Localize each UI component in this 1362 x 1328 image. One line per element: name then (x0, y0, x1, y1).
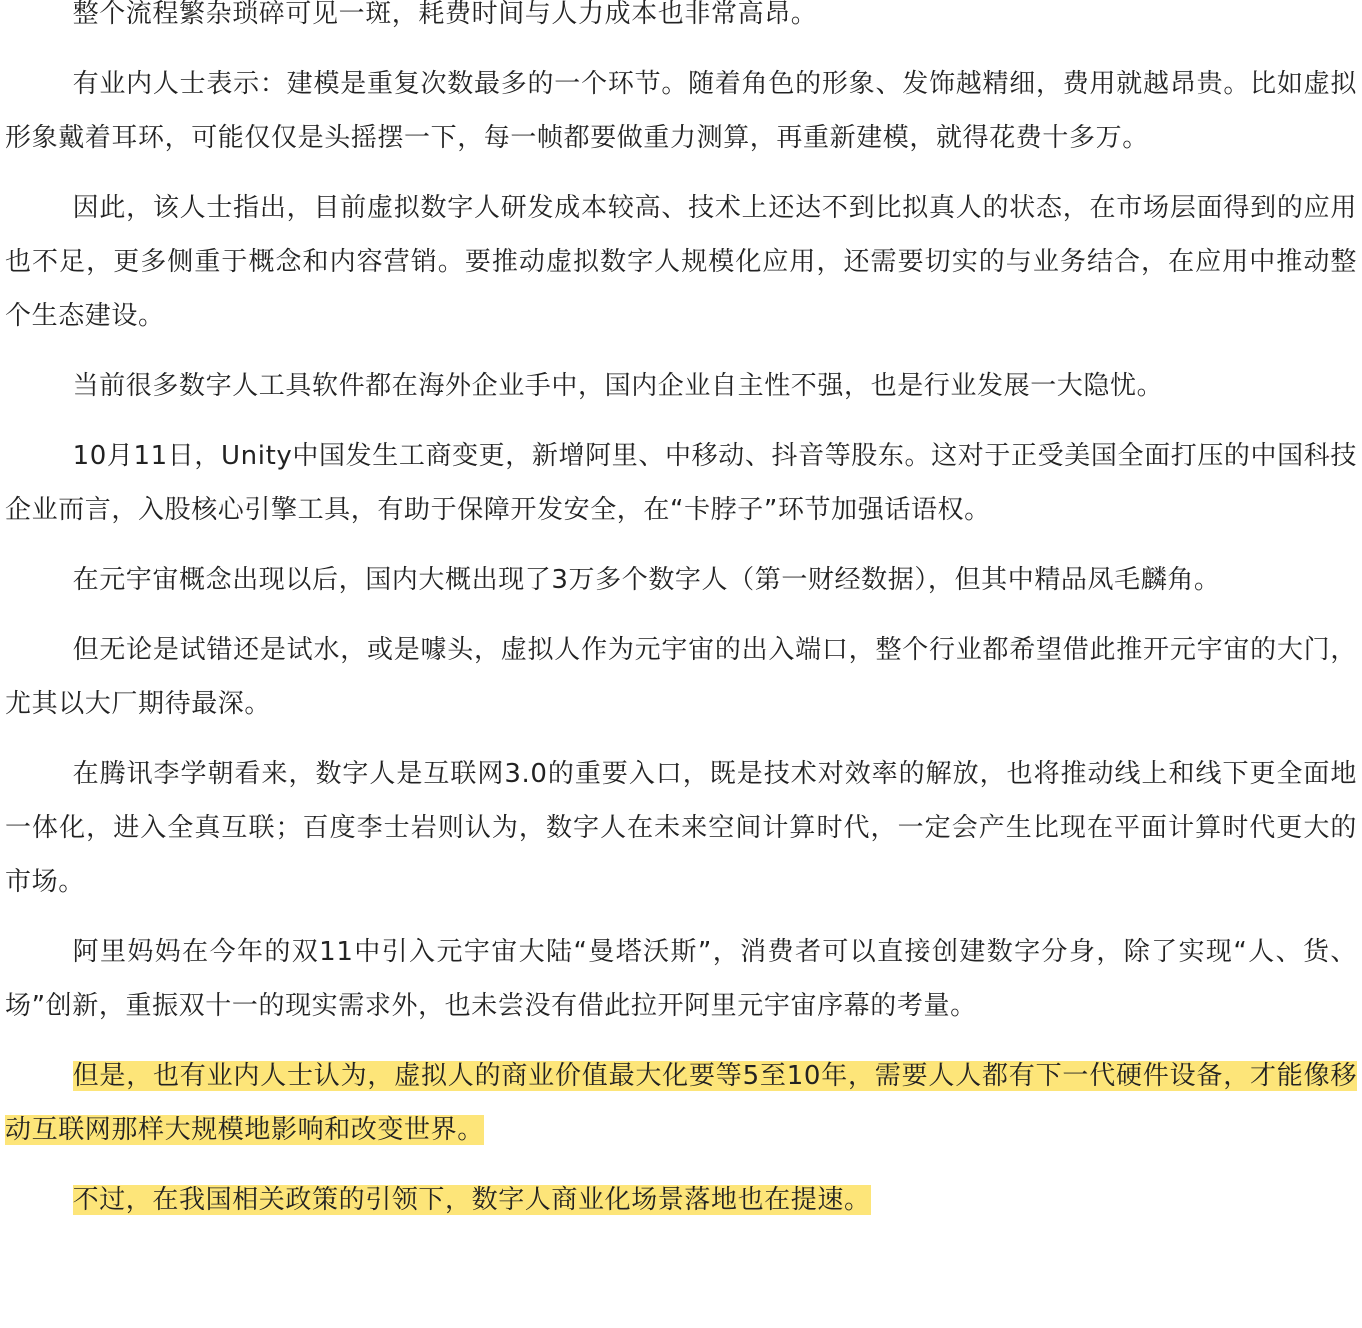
paragraph-text: 阿里妈妈在今年的双11中引入元宇宙大陆“曼塔沃斯”，消费者可以直接创建数字分身，除了实现“人、货、场”创新，重振双十一的现实需求外，也未尝没有借此拉开阿里元宇宙序幕的考量。 (5, 937, 1357, 1021)
paragraph-text: 当前很多数字人工具软件都在海外企业手中，国内企业自主性不强，也是行业发展一大隐忧。 (72, 371, 1164, 401)
article-body (5, 0, 1357, 1243)
paragraph-text: 在腾讯李学朝看来，数字人是互联网3.0的重要入口，既是技术对效率的解放，也将推动线上和线下更全面地一体化，进入全真互联；百度李士岩则认为，数字人在未来空间计算时代，一定会产生比现在平面计算时代更大的市场。 (5, 759, 1357, 897)
paragraph-3 (5, 181, 1357, 343)
paragraph-8 (5, 747, 1357, 909)
paragraph-10-highlighted (5, 1049, 1357, 1157)
paragraph-text: 有业内人士表示：建模是重复次数最多的一个环节。随着角色的形象、发饰越精细，费用就越昂贵。比如虚拟形象戴着耳环，可能仅仅是头摇摆一下，每一帧都要做重力测算，再重新建模，就得花费十多万。 (5, 69, 1357, 153)
paragraph-11-highlighted (5, 1173, 1357, 1227)
paragraph-5 (5, 429, 1357, 537)
paragraph-text: 但无论是试错还是试水，或是噱头，虚拟人作为元宇宙的出入端口，整个行业都希望借此推开元宇宙的大门，尤其以大厂期待最深。 (5, 635, 1357, 719)
paragraph-2 (5, 57, 1357, 165)
paragraph-text: 在元宇宙概念出现以后，国内大概出现了3万多个数字人（第一财经数据），但其中精品凤毛麟角。 (72, 565, 1221, 595)
paragraph-7 (5, 623, 1357, 731)
paragraph-text: 因此，该人士指出，目前虚拟数字人研发成本较高、技术上还达不到比拟真人的状态，在市场层面得到的应用也不足，更多侧重于概念和内容营销。要推动虚拟数字人规模化应用，还需要切实的与业务结合，在应用中推动整个生态建设。 (5, 193, 1357, 331)
paragraph-text: 10月11日，Unity中国发生工商变更，新增阿里、中移动、抖音等股东。这对于正受美国全面打压的中国科技企业而言，入股核心引擎工具，有助于保障开发安全，在“卡脖子”环节加强话语权。 (5, 441, 1357, 525)
paragraph-1 (5, 0, 1357, 41)
highlighted-text: 不过，在我国相关政策的引领下，数字人商业化场景落地也在提速。 (72, 1185, 871, 1215)
paragraph-9 (5, 925, 1357, 1033)
paragraph-text: 整个流程繁杂琐碎可见一斑，耗费时间与人力成本也非常高昂。 (72, 0, 818, 29)
highlighted-text: 但是，也有业内人士认为，虚拟人的商业价值最大化要等5至10年，需要人人都有下一代硬件设备，才能像移动互联网那样大规模地影响和改变世界。 (5, 1061, 1357, 1145)
paragraph-4 (5, 359, 1357, 413)
paragraph-6 (5, 553, 1357, 607)
